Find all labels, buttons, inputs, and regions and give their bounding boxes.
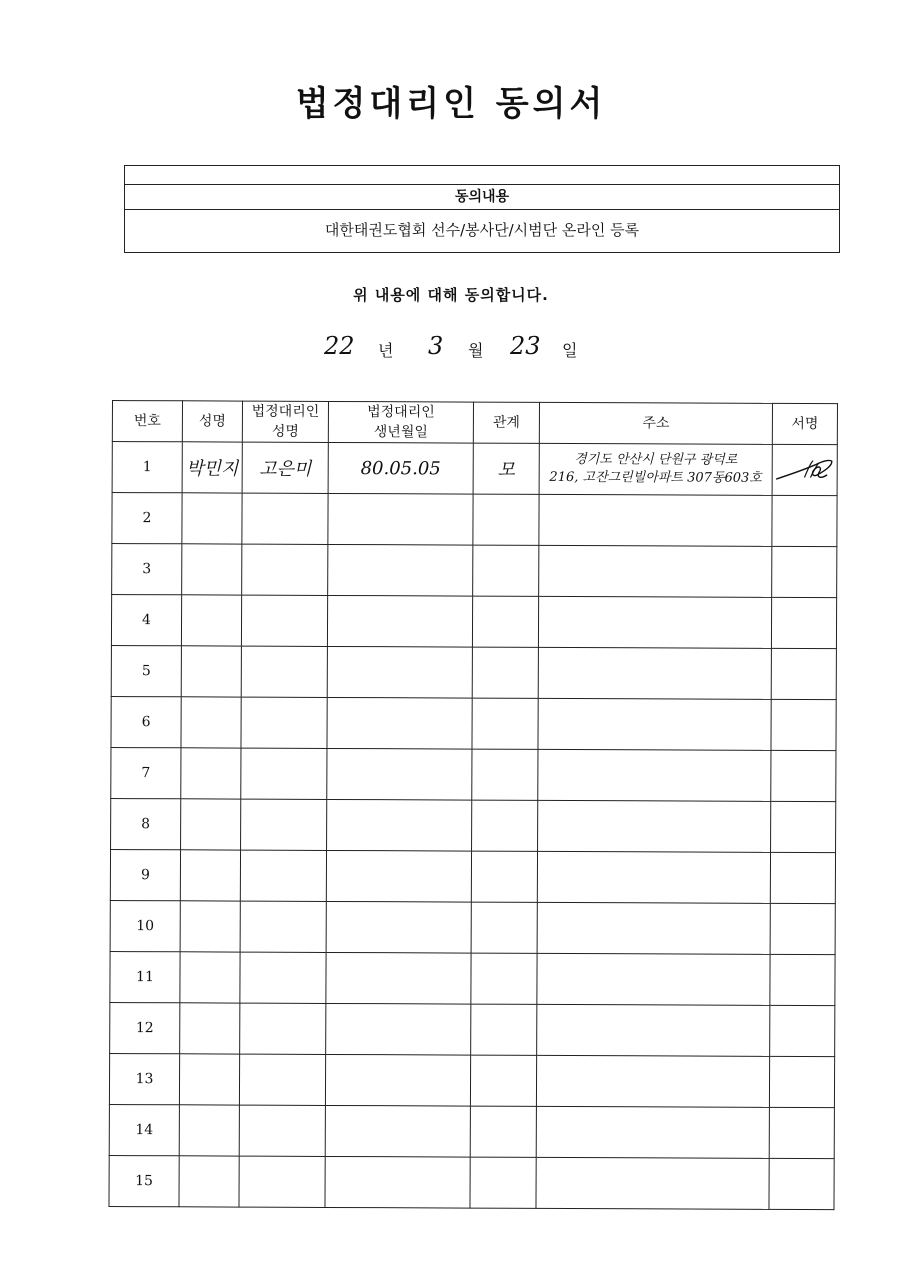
row-name: [181, 697, 241, 748]
handwritten-guardian-birth: 80.05.05: [360, 457, 441, 479]
date-year-value: 22: [324, 332, 355, 360]
table-row: [110, 849, 835, 903]
row-name: [182, 493, 242, 544]
row-number: 7: [111, 747, 181, 798]
header-signature: 서명: [772, 403, 837, 444]
row-relation: [471, 851, 537, 902]
table-row: [110, 951, 835, 1005]
row-signature: [769, 1056, 834, 1107]
row-guardian-name: [241, 748, 327, 799]
header-guardian-name: 법정대리인 성명: [242, 401, 328, 442]
row-signature: [769, 1107, 834, 1158]
row-guardian-birth: [328, 544, 473, 596]
row-number: 10: [110, 900, 180, 951]
row-guardian-birth: [325, 1105, 470, 1157]
row-name: [182, 442, 242, 493]
row-relation: [472, 749, 538, 800]
row-signature: [771, 648, 836, 699]
row-signature: [771, 597, 836, 648]
row-guardian-birth: [327, 697, 472, 749]
row-address: [538, 647, 771, 699]
row-number: 13: [109, 1053, 179, 1104]
row-name: [180, 952, 240, 1003]
row-address: [537, 902, 770, 954]
row-address: [539, 545, 772, 597]
row-relation: [473, 494, 539, 545]
row-address: [536, 1106, 769, 1158]
row-guardian-name: [240, 901, 326, 952]
row-number: 11: [110, 951, 180, 1002]
consent-text: 대한태권도협회 선수/봉사단/시범단 온라인 등록: [324, 221, 640, 239]
row-address: [537, 851, 770, 903]
handwritten-address-line2: 216, 고잔그린빌아파트 307동603호: [549, 469, 762, 486]
row-signature: [770, 1005, 835, 1056]
row-signature: [772, 495, 837, 546]
row-guardian-name: [242, 442, 328, 493]
row-relation: [472, 698, 538, 749]
row-name: [180, 850, 240, 901]
table-row: [109, 1104, 834, 1158]
row-name: [179, 1156, 239, 1207]
row-relation: [473, 545, 539, 596]
row-guardian-name: [241, 595, 327, 646]
table-row: [111, 747, 836, 801]
row-name: [179, 1054, 239, 1105]
row-address: [536, 1157, 769, 1209]
table-row: [109, 1155, 834, 1209]
date-day-value: 23: [510, 332, 541, 360]
row-relation: [472, 647, 538, 698]
row-guardian-birth: [325, 1156, 470, 1208]
row-guardian-name: [242, 493, 328, 544]
row-number: 6: [111, 696, 181, 747]
row-number: 12: [110, 1002, 180, 1053]
row-name: [181, 748, 241, 799]
row-number: 8: [111, 798, 181, 849]
row-number: 14: [109, 1104, 179, 1155]
row-address: [537, 1004, 770, 1056]
date-month-value: 3: [428, 332, 444, 360]
registration-table: [108, 400, 838, 1210]
row-guardian-birth: [326, 901, 471, 953]
row-relation: [470, 1157, 536, 1208]
row-relation: [471, 902, 537, 953]
row-guardian-birth: [327, 799, 472, 851]
header-number: 번호: [112, 401, 182, 442]
row-address: [537, 953, 770, 1005]
agree-statement: 위 내용에 대해 동의합니다.: [353, 286, 549, 304]
row-name: [181, 595, 241, 646]
handwritten-relation: 모: [497, 459, 515, 481]
row-signature: [772, 546, 837, 597]
row-signature: [769, 1158, 834, 1209]
row-name: [182, 544, 242, 595]
row-address: [539, 443, 772, 495]
header-name: 성명: [182, 401, 242, 442]
row-relation: [471, 953, 537, 1004]
table-row: [110, 900, 835, 954]
signature-scribble-icon: [775, 453, 835, 487]
row-address: [538, 749, 771, 801]
table-row: [110, 1002, 835, 1056]
row-guardian-name: [240, 952, 326, 1003]
row-address: [536, 1055, 769, 1107]
row-number: 4: [111, 595, 181, 646]
row-signature: [771, 750, 836, 801]
row-guardian-name: [239, 1105, 325, 1156]
row-address: [539, 494, 772, 546]
row-signature: [771, 699, 836, 750]
row-number: 2: [112, 493, 182, 544]
row-signature: [770, 954, 835, 1005]
table-row: [111, 595, 836, 649]
row-guardian-birth: [327, 646, 472, 698]
row-guardian-birth: [328, 442, 473, 494]
table-row: [112, 544, 837, 598]
row-number: 9: [110, 849, 180, 900]
table-row: [111, 798, 836, 852]
row-number: 3: [112, 544, 182, 595]
consent-header: 동의내용: [125, 184, 839, 210]
row-guardian-birth: [326, 952, 471, 1004]
handwritten-guardian-name: 고은미: [259, 458, 312, 480]
handwritten-name: 박민지: [186, 458, 239, 480]
table-row: [111, 645, 836, 699]
row-guardian-birth: [328, 493, 473, 545]
table-row: [109, 1053, 834, 1107]
row-guardian-name: [240, 850, 326, 901]
header-guardian-birth: 법정대리인 생년월일: [328, 401, 473, 443]
table-row: [112, 442, 837, 496]
row-guardian-name: [241, 697, 327, 748]
row-relation: [471, 1004, 537, 1055]
row-guardian-name: [239, 1156, 325, 1207]
row-name: [181, 799, 241, 850]
row-relation: [472, 596, 538, 647]
row-guardian-name: [241, 799, 327, 850]
row-guardian-name: [240, 1003, 326, 1054]
header-address: 주소: [539, 402, 772, 444]
row-name: [181, 646, 241, 697]
page-title: 법정대리인 동의서: [295, 84, 607, 124]
date-month-label: 월: [468, 341, 484, 360]
row-guardian-birth: [326, 850, 471, 902]
date-row: [320, 332, 620, 368]
consent-box: [124, 165, 840, 253]
row-signature: [770, 903, 835, 954]
row-number: 1: [112, 442, 182, 493]
row-guardian-birth: [327, 748, 472, 800]
row-relation: [473, 443, 539, 494]
row-signature: [772, 444, 837, 495]
handwritten-address-line1: 경기도 안산시 단원구 광덕로: [574, 452, 738, 468]
row-signature: [770, 852, 835, 903]
row-signature: [771, 801, 836, 852]
date-year-label: 년: [378, 341, 394, 360]
row-name: [180, 901, 240, 952]
table-row: [112, 493, 837, 547]
table-row: [111, 696, 836, 750]
row-relation: [472, 800, 538, 851]
header-relation: 관계: [473, 402, 539, 443]
row-guardian-name: [239, 1054, 325, 1105]
row-relation: [470, 1106, 536, 1157]
row-guardian-name: [242, 544, 328, 595]
date-day-label: 일: [562, 341, 578, 360]
row-guardian-birth: [326, 1003, 471, 1055]
row-address: [538, 800, 771, 852]
row-address: [538, 596, 771, 648]
row-number: 5: [111, 645, 181, 696]
row-name: [180, 1003, 240, 1054]
row-relation: [470, 1055, 536, 1106]
row-number: 15: [109, 1155, 179, 1206]
row-guardian-name: [241, 646, 327, 697]
row-guardian-birth: [325, 1054, 470, 1106]
row-address: [538, 698, 771, 750]
row-name: [179, 1105, 239, 1156]
table-header-row: [112, 401, 837, 445]
row-guardian-birth: [327, 595, 472, 647]
